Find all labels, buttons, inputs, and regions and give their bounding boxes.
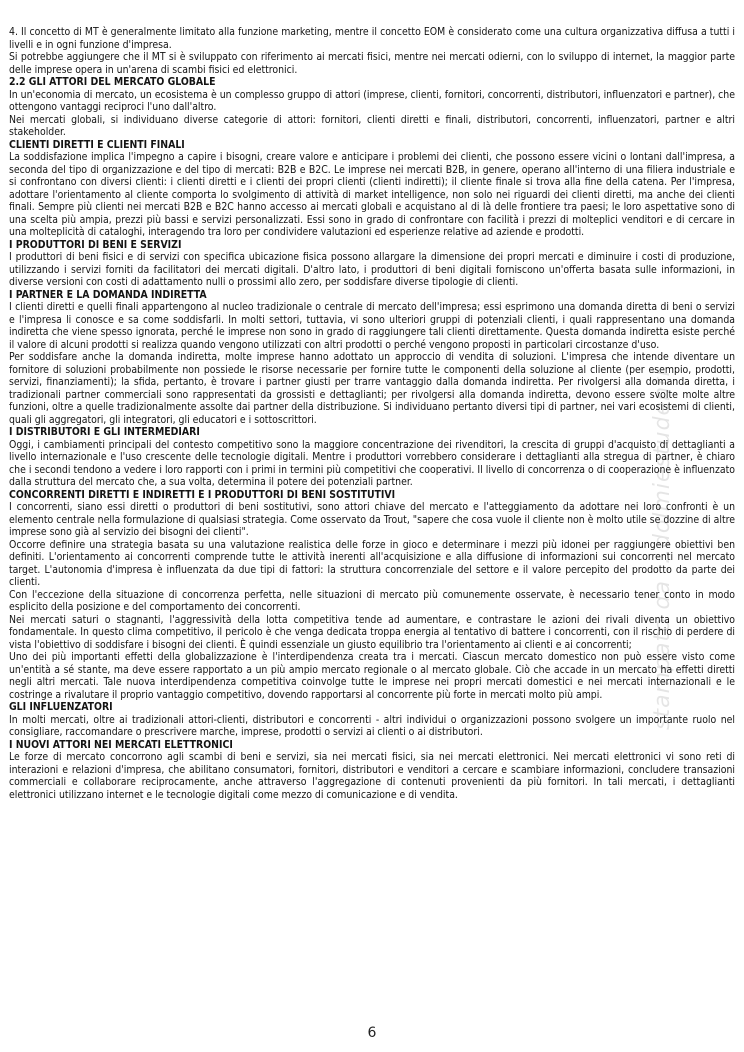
paragraph: In un'economia di mercato, un ecosistema è un complesso gruppo di attori (imprese, clienti, fornitori, concorrenti, distributori, influenzatori e partner), che ottengono vantaggi reciproci l'uno dall'altro.	[9, 88, 735, 113]
section-heading: I PARTNER E LA DOMANDA INDIRETTA	[9, 288, 207, 301]
paragraph: Con l'eccezione della situazione di concorrenza perfetta, nelle situazioni di mercato più comunemente osservate, è necessario tener conto in modo esplicito della posizione e del comportamento dei concorrenti.	[9, 588, 735, 613]
document-body	[9, 26, 735, 801]
section-heading: GLI INFLUENZATORI	[9, 701, 113, 713]
paragraph: Nei mercati saturi o stagnanti, l'aggressività della lotta competitiva tende ad aumentare, e contrastare le azioni dei rivali diventa un obiettivo fondamentale. In questo clima competitivo, il pericolo è che venga dedicata troppa energia al tentativo di battere i concorrenti, con il rischio di perdere di vista l'obiettivo di soddisfare i bisogni dei clienti. È quindi essenziale un giusto equilibrio tra l'orientamento ai clienti e ai concorrenti;	[9, 613, 735, 651]
paragraph: I concorrenti, siano essi diretti o produttori di beni sostitutivi, sono attori chiave del mercato e l'atteggiamento da adottare nei loro confronti è un elemento centrale nella formulazione di qualsiasi strategia. Come osservato da Trout, "sapere che cosa vuole il cliente non è molto utile se dozzine di altre imprese sono già al servizio dei bisogni dei clienti".	[9, 501, 735, 538]
paragraph: I produttori di beni fisici e di servizi con specifica ubicazione fisica possono allargare la dimensione dei propri mercati e diminuire i costi di produzione, utilizzando i servizi forniti da facilitatori dei mercati digitali. D'altro lato, i produttori di beni digitali forniscono un'offerta basata sulle informazioni, in diverse versioni con costi di adattamento nulli o prossimi allo zero, per soddisfare diverse tipologie di clienti.	[9, 251, 735, 288]
paragraph: 4. Il concetto di MT è generalmente limitato alla funzione marketing, mentre il concetto EOM è considerato come una cultura organizzativa diffusa a tutti i livelli e in ogni funzione d'impresa.	[9, 26, 735, 51]
paragraph: Si potrebbe aggiungere che il MT si è sviluppato con riferimento ai mercati fisici, mentre nei mercati odierni, con lo sviluppo di internet, la maggior parte delle imprese opera in un'arena di scambi fisici ed elettronici.	[9, 51, 735, 76]
paragraph: In molti mercati, oltre ai tradizionali attori-clienti, distributori e concorrenti - altri individui o organizzazioni possono svolgere un importante ruolo nel consigliare, raccomandare o prescrivere marche, imprese, prodotti o servizi ai clienti o ai distributori.	[9, 713, 735, 738]
paragraph: La soddisfazione implica l'impegno a capire i bisogni, creare valore e anticipare i problemi dei clienti, che possono essere vicini o lontani dall'impresa, a seconda del tipo di organizzazione e del tipo di mercati: B2B e B2C. Le imprese nei mercati B2B, in genere, operano all'interno di una filiera industriale e si confrontano con diversi clienti: i clienti diretti e i clienti dei propri clienti (clienti indiretti); il cliente finale si trova alla fine della catena. Per l'impresa, adottare l'orientamento al cliente comporta lo svolgimento di attività di market intelligence, non solo nei riguardi dei clienti diretti, ma anche dei clienti finali. Sempre più clienti nei mercati B2B e B2C hanno accesso ai mercati globali e acquistano al di là delle frontiere tra paesi; le loro aspettative sono di una scelta più ampia, prezzi più bassi e servizi personalizzati. Essi sono in grado di confrontare con facilità i prezzi di molteplici venditori e di cercare in una molteplicità di cataloghi, interagendo tra loro per condividere valutazioni ed esperienze relative ad aziende e prodotti.	[9, 151, 735, 238]
section-heading: I NUOVI ATTORI NEI MERCATI ELETTRONICI	[9, 738, 233, 751]
section-heading: CONCORRENTI DIRETTI E INDIRETTI E I PRODUTTORI DI BENI SOSTITUTIVI	[9, 488, 396, 501]
paragraph: I clienti diretti e quelli finali appartengono al nucleo tradizionale o centrale di mercato dell'impresa; essi esprimono una domanda diretta di beni o servizi e l'impresa li conosce e sa come soddisfarli. In molti settori, tuttavia, vi sono ulteriori gruppi di potenziali clienti, i quali rappresentano una domanda indiretta che viene spesso ignorata, perché le imprese non sono in grado di raggiungere tali clienti direttamente. Questa domanda indiretta esiste perché il valore di alcuni prodotti si realizza quando vengono utilizzati con altri prodotti o perché vengono proposti in particolari circostanze d'uso.	[9, 301, 735, 351]
paragraph: Uno dei più importanti effetti della globalizzazione è l'interdipendenza creata tra i mercati. Ciascun mercato domestico non può essere visto come un'entità a sé stante, ma deve essere rapportato a un più ampio mercato regionale o al mercato globale. Ciò che accade in un mercato ha effetti diretti negli altri mercati. Tale nuova interdipendenza competitiva coinvolge tutte le imprese nei propri mercati domestici e nei mercati internazionali e le costringe a rivalutare il proprio vantaggio competitivo, dovendo rapportarsi al concorrente più forte in mercati molto più ampi.	[9, 651, 735, 701]
section-heading: 2.2 GLI ATTORI DEL MERCATO GLOBALE	[9, 76, 216, 88]
watermark-text: stampato da ...dolmiestudenti	[650, 369, 675, 730]
section-heading: I DISTRIBUTORI E GLI INTERMEDIARI	[9, 426, 200, 438]
page-number: 6	[367, 1025, 377, 1041]
paragraph: Nei mercati globali, si individuano diverse categorie di attori: fornitori, clienti diretti e finali, distributori, concorrenti, influenzatori, partner e altri stakeholder.	[9, 113, 735, 138]
section-heading: I PRODUTTORI DI BENI E SERVIZI	[9, 238, 182, 251]
paragraph: Le forze di mercato concorrono agli scambi di beni e servizi, sia nei mercati fisici, sia nei mercati elettronici. Nei mercati elettronici vi sono reti di interazioni e relazioni d'impresa, che abilitano consumatori, fornitori, distributori e venditori a cercare e scambiare informazioni, concludere transazioni commerciali e collaborare reciprocamente, anche attraverso l'aggregazione di contenuti provenienti da più fornitori. In tali mercati, i dettaglianti elettronici utilizzano internet e le tecnologie digitali come mezzo di comunicazione e di vendita.	[9, 751, 735, 801]
paragraph: Oggi, i cambiamenti principali del contesto competitivo sono la maggiore concentrazione dei rivenditori, la crescita di gruppi d'acquisto di dettaglianti a livello internazionale e l'uso crescente delle tecnologie digitali. Mentre i produttori vorrebbero considerare i dettaglianti alla stregua di partner, è chiaro che i secondi tendono a vedere i loro rapporti con i primi in termini più competitivi che cooperativi. Il livello di concorrenza o di cooperazione è influenzato dalla struttura del mercato che, a sua volta, determina il potere dei potenziali partner.	[9, 438, 735, 488]
section-heading: CLIENTI DIRETTI E CLIENTI FINALI	[9, 138, 185, 151]
paragraph: Occorre definire una strategia basata su una valutazione realistica delle forze in gioco e determinare i mezzi più idonei per raggiungere obiettivi ben definiti. L'orientamento ai concorrenti comprende tutte le attività inerenti all'acquisizione e alla diffusione di informazioni sui concorrenti nel mercato target. L'autonomia d'impresa è influenzata da due tipi di fattori: la struttura concorrenziale del settore e il valore percepito del prodotto da parte dei clienti.	[9, 538, 735, 588]
paragraph: Per soddisfare anche la domanda indiretta, molte imprese hanno adottato un approccio di vendita di soluzioni. L'impresa che intende diventare un fornitore di soluzioni probabilmente non possiede le risorse necessarie per fornire tutte le componenti della soluzione al cliente (per esempio, prodotti, servizi, finanziamenti); la sfida, pertanto, è trovare i partner giusti per trarre vantaggio dalla domanda indiretta. Per rivolgersi alla domanda diretta, i tradizionali partner commerciali sono rappresentati da grossisti e dettaglianti; per rivolgersi alla domanda indiretta, devono essere svolte molte altre funzioni, oltre a quelle tradizionalmente assolte dai partner della distribuzione. Si individuano pertanto diversi tipi di partner, nei vari ecosistemi di clienti, quali gli aggregatori, gli integratori, gli educatori e i sottoscrittori.	[9, 351, 735, 426]
